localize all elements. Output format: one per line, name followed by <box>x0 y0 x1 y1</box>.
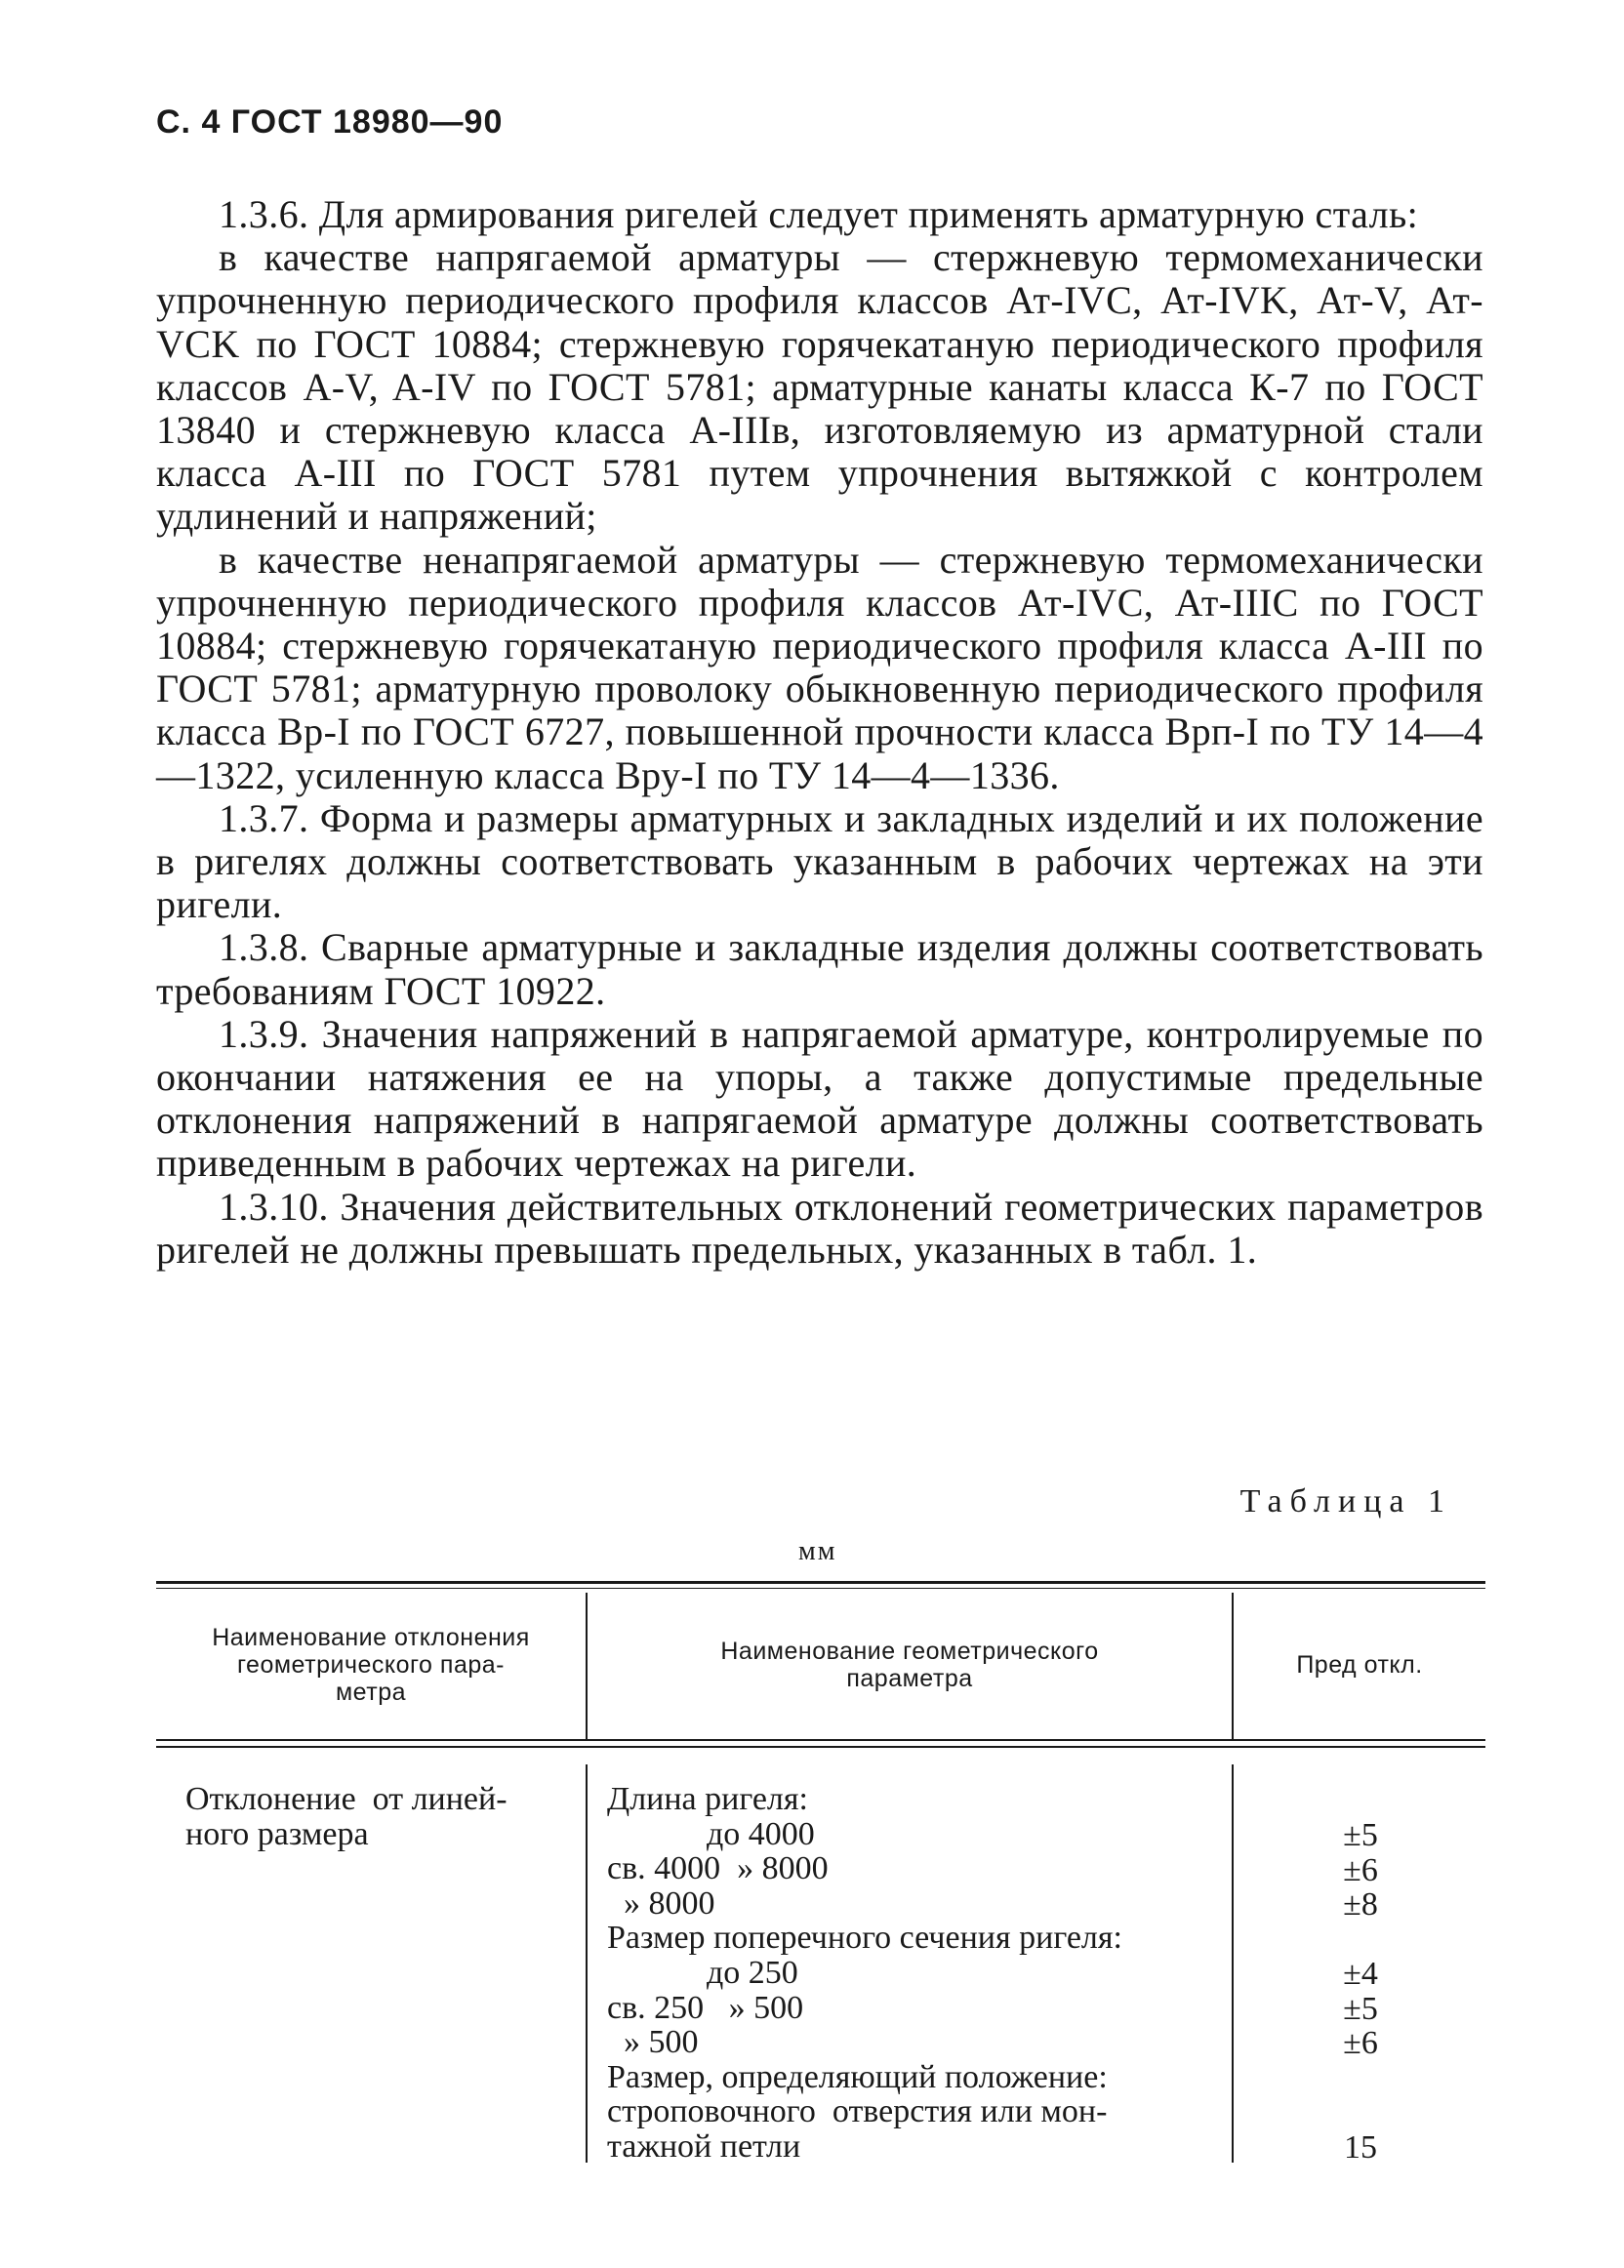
table-units: мм <box>798 1536 837 1566</box>
table-value: ±8 <box>1343 1886 1378 1923</box>
table-header-rule <box>156 1739 1485 1741</box>
table-top-rule <box>156 1581 1485 1584</box>
table-divider-2-body <box>1232 1764 1234 2163</box>
table-value: ±6 <box>1343 2025 1378 2061</box>
clause-1-3-7: 1.3.7. Форма и размеры арматурных и закладных изделий и их положение в ригелях должны соответствовать указанным в рабочих чертежах на эти ригели. <box>156 795 1483 927</box>
table-value: 15 <box>1344 2129 1377 2166</box>
table-header-rule-inner <box>156 1746 1485 1748</box>
clause-1-3-6-non-prestressed: в качестве ненапрягаемой арматуры — стержневую термомеханически упрочненную периодического профиля классов Ат-IVC, Ат-IIIC по ГОСТ 10884; стержневую горячекатаную периодического профиля класса А-III по ГОСТ 5781; арматурную проволоку обыкновенную периодического профиля класса Вр-I по ГОСТ 6727, повышенной прочности класса Врп-I по ТУ 14—4—1322, усиленную класса Вру-I по ТУ 14—4—1336. <box>156 537 1483 797</box>
table-header-limit: Пред откл. <box>1296 1651 1423 1679</box>
table-value: ±4 <box>1343 1956 1378 1992</box>
table-cell-parameters: Длина ригеля: до 4000 св. 4000 » 8000 » 8000 Размер поперечного сечения ригеля: до 250 св. 250 » 500 » 500 Размер, определяющий положение: строповочного отверстия или мон- тажной петли <box>607 1781 1122 2165</box>
table-cell-deviation: Отклонение от линей- ного размера <box>185 1781 508 1852</box>
clause-1-3-8: 1.3.8. Сварные арматурные и закладные изделия должны соответствовать требованиям ГОСТ 10922. <box>156 925 1483 1013</box>
running-header: С. 4 ГОСТ 18980—90 <box>156 103 504 141</box>
table-header-deviation: Наименование отклонения геометрического пара- метра <box>212 1624 530 1706</box>
table-top-rule-inner <box>156 1588 1485 1589</box>
body-text <box>156 193 1483 1272</box>
table-caption: Таблица 1 <box>1239 1483 1452 1519</box>
clause-1-3-9: 1.3.9. Значения напряжений в напрягаемой арматуре, контролируемые по окончании натяжения ее на упоры, а также допустимые предельные отклонения напряжений в напрягаемой арматуре должны соответствовать приведенным в рабочих чертежах на ригели. <box>156 1011 1483 1186</box>
clause-1-3-10: 1.3.10. Значения действительных отклонений геометрических параметров ригелей не должны превышать предельных, указанных в табл. 1. <box>156 1184 1483 1272</box>
table-header-parameter: Наименование геометрического параметра <box>720 1638 1099 1692</box>
table-value: ±5 <box>1343 1991 1378 2027</box>
table-value: ±6 <box>1343 1852 1378 1888</box>
table-value: ±5 <box>1343 1817 1378 1853</box>
clause-1-3-6-prestressed: в качестве напрягаемой арматуры — стержневую термомеханически упрочненную периодического профиля классов Ат-IVC, Ат-IVK, Ат-V, Ат-VCK по ГОСТ 10884; стержневую горячекатаную периодического профиля классов A-V, A-IV по ГОСТ 5781; арматурные канаты класса К-7 по ГОСТ 13840 и стержневую класса А-IIIв, изготовляемую из арматурной стали класса А-III по ГОСТ 5781 путем упрочнения вытяжкой с контролем удлинений и напряжений; <box>156 235 1483 539</box>
clause-1-3-6: 1.3.6. Для армирования ригелей следует применять арматурную сталь: <box>219 192 1419 236</box>
table-divider-1-body <box>586 1764 588 2163</box>
